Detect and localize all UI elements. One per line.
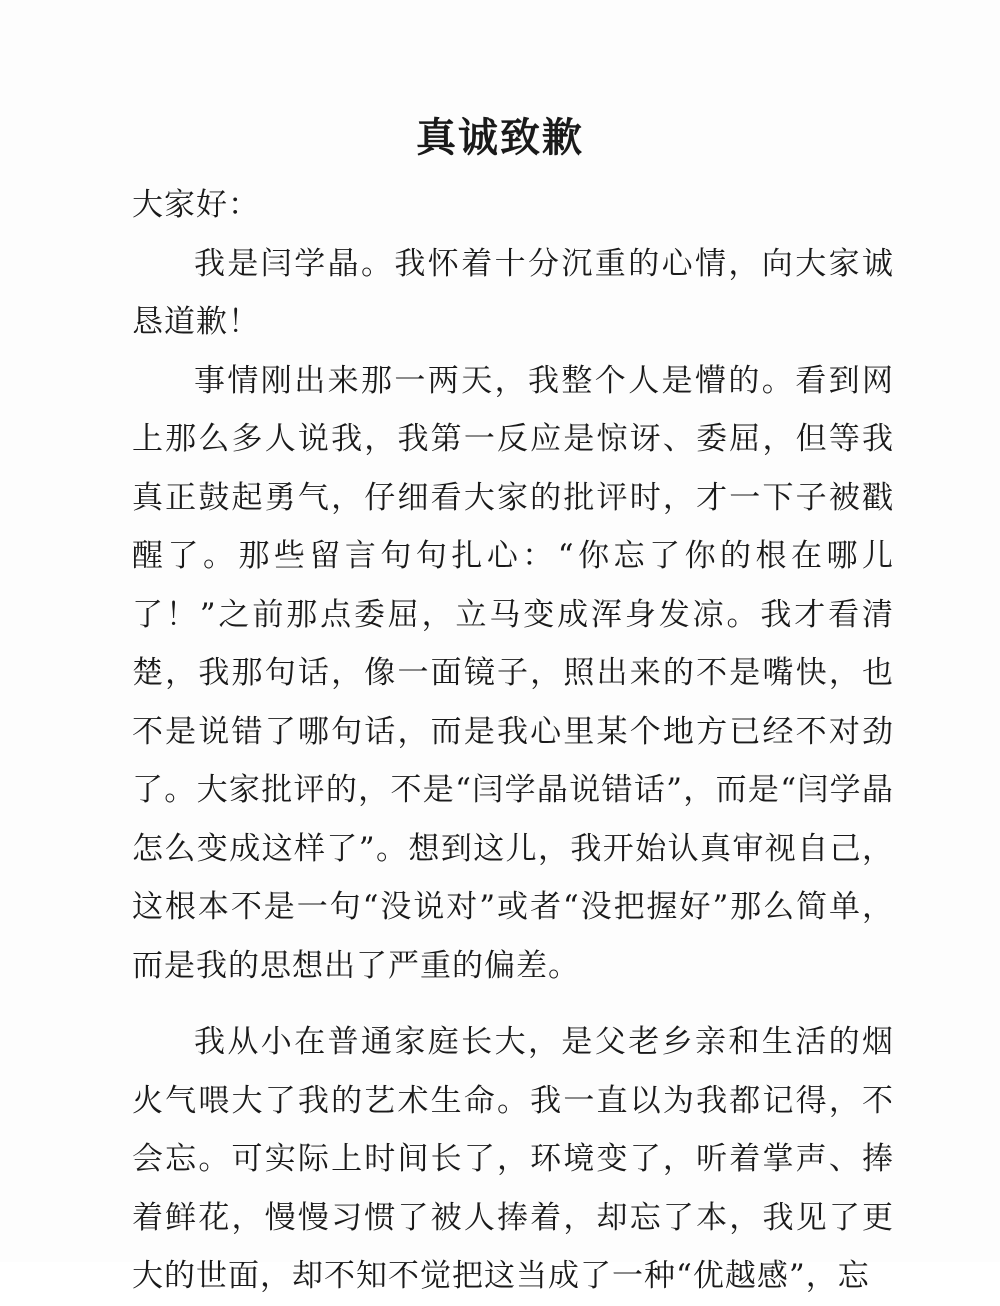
document-title: 真诚致歉 <box>416 114 584 161</box>
salutation: 大家好： <box>132 187 260 223</box>
paragraph-1: 我是闫学晶。我怀着十分沉重的心情，向大家诚恳道歉！ <box>132 245 894 340</box>
paragraph-3: 我从小在普通家庭长大，是父老乡亲和生活的烟火气喂大了我的艺术生命。我一直以为我都记得，不会忘。可实际上时间长了，环境变了，听着掌声、捧着鲜花，慢慢习惯了被人捧着，却忘了本，我见了更大的世面，却不知不觉把这当成了一种“优越感”，忘 <box>132 1024 894 1294</box>
document-body <box>132 176 894 1306</box>
paragraph-2: 事情刚出来那一两天，我整个人是懵的。看到网上那么多人说我，我第一反应是惊讶、委屈，但等我真正鼓起勇气，仔细看大家的批评时，才一下子被戳醒了。那些留言句句扎心：“你忘了你的根在哪儿了！”之前那点委屈，立马变成浑身发凉。我才看清楚，我那句话，像一面镜子，照出来的不是嘴快，也不是说错了哪句话，而是我心里某个地方已经不对劲了。大家批评的，不是“闫学晶说错话”，而是“闫学晶怎么变成这样了”。想到这儿，我开始认真审视自己，这根本不是一句“没说对”或者“没把握好”那么简单，而是我的思想出了严重的偏差。 <box>132 362 894 984</box>
